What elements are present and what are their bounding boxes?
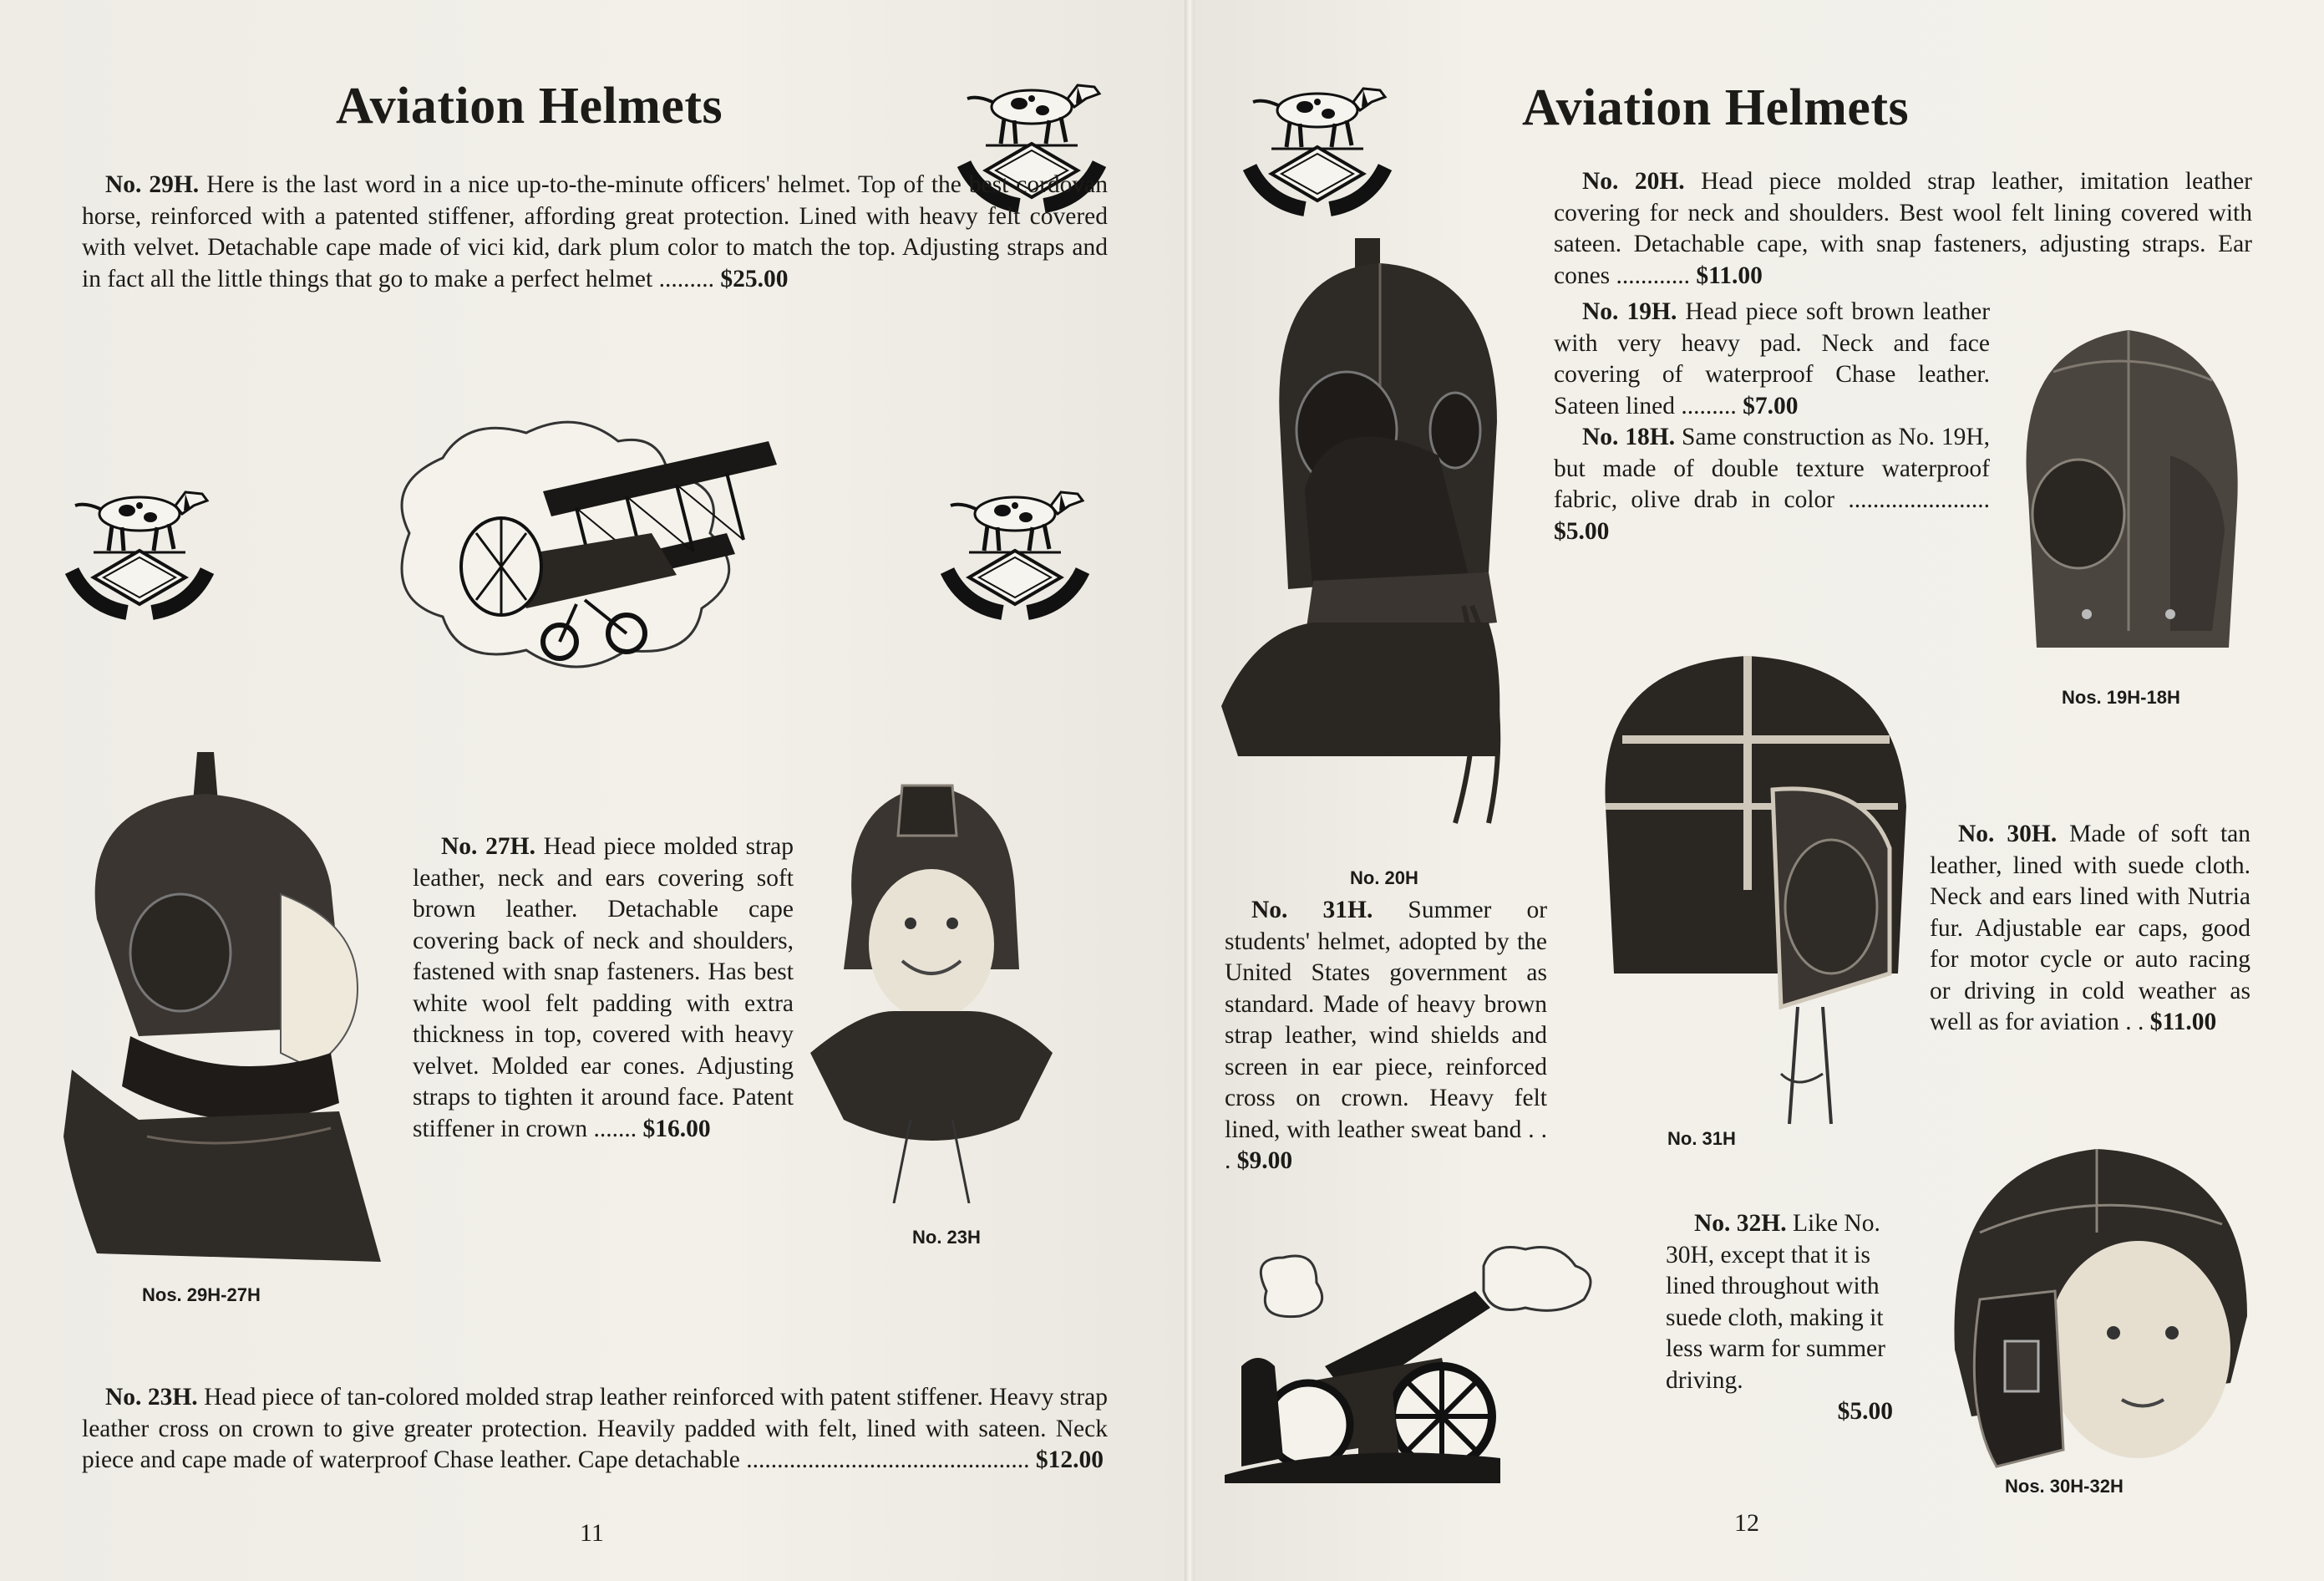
helmet-29h-27h-illustration (63, 752, 389, 1270)
left-page-number: 11 (580, 1519, 604, 1547)
caption-30h-32h: Nos. 30H-32H (2005, 1476, 2124, 1497)
item-32h-number: No. 32H. (1694, 1210, 1787, 1237)
item-29h-description (82, 170, 1108, 295)
caption-31h: No. 31H (1667, 1128, 1736, 1149)
caption-19h-18h: Nos. 19H-18H (2062, 687, 2180, 708)
item-18h-text: Same construction as No. 19H, but made of double texture waterproof fabric, olive drab in color (1554, 424, 1991, 513)
item-19h-description (1554, 297, 1990, 422)
left-page-title: Aviation Helmets (336, 78, 723, 135)
item-19h-price: $7.00 (1743, 392, 1799, 419)
right-page-number: 12 (1734, 1509, 1759, 1537)
item-23h-text: Head piece of tan-colored molded strap leather reinforced with patent stiffener. Heavy strap leather cross on crown to give greater protection. Heavily padded with felt, lined with sateen. Neck piece and cape made of waterproof Chase leather. Cape detachable (82, 1384, 1109, 1473)
item-31h-number: No. 31H. (1251, 897, 1373, 923)
dm-logo-icon (60, 480, 219, 623)
leader-dots: ....................... (1834, 486, 1990, 513)
leader-dots: ......... (652, 265, 714, 292)
item-23h-description (82, 1382, 1108, 1477)
item-27h-description (413, 831, 794, 1145)
item-19h-number: No. 19H. (1582, 298, 1677, 325)
caption-23h: No. 23H (912, 1227, 981, 1248)
item-18h-price: $5.00 (1554, 517, 1610, 545)
item-23h-price: $12.00 (1035, 1446, 1104, 1473)
dm-logo-icon (936, 480, 1094, 623)
page-gutter (1185, 0, 1195, 1581)
leader-dots: . . (2118, 1009, 2144, 1035)
item-27h-text: Head piece molded strap leather, neck and ears covering soft brown leather. Detachable cape covering back of neck and shoulders, fastened with snap fasteners. Has best white wool felt padding with extra thickness in top, covered with heavy velvet. Molded ear cones. Adjusting straps to tighten it around face. Patent stiffener in crown (413, 833, 794, 1142)
biplane-illustration (376, 408, 785, 684)
caption-29h-27h: Nos. 29H-27H (142, 1284, 261, 1305)
leader-dots: ....... (587, 1115, 637, 1142)
caption-20h: No. 20H (1350, 867, 1418, 888)
item-29h-text: Here is the last word in a nice up-to-the-minute officers' helmet. Top of the best cordovan horse, reinforced with a patented stiffener, affording great protection. Lined with heavy felt covered with velvet. Detachable cape made of vici kid, dark plum color to match the top. Adjusting straps and in fact all the little things that go to make a perfect helmet (82, 171, 1109, 292)
item-30h-description (1930, 819, 2250, 1039)
leader-dots: . . . (1225, 1116, 1547, 1174)
item-30h-number: No. 30H. (1958, 821, 2058, 847)
helmet-23h-illustration (810, 769, 1053, 1203)
leader-dots: .............................................. (739, 1446, 1030, 1473)
item-30h-text: Made of soft tan leather, lined with suede cloth. Neck and ears lined with Nutria fur. Adjustable ear caps, good for motor cycle or auto racing or driving in cold weather as well as for aviation (1930, 821, 2251, 1035)
item-19h-text: Head piece soft brown leather with very heavy pad. Neck and face covering of waterproof Chase leather. Sateen lined (1554, 298, 1991, 419)
leader-dots: ......... (1675, 392, 1737, 419)
helmet-31h-illustration (1589, 639, 1915, 1141)
item-20h-price: $11.00 (1696, 262, 1763, 289)
item-32h-text: Like No. 30H, except that it is lined throughout with suede cloth, making it less warm for summer driving. (1666, 1210, 1885, 1394)
item-32h-description (1666, 1208, 1893, 1428)
helmet-19h-18h-illustration (2003, 313, 2254, 664)
leader-dots: ............ (1610, 262, 1691, 289)
right-page-title: Aviation Helmets (1522, 79, 1910, 136)
item-27h-price: $16.00 (642, 1115, 711, 1142)
field-gun-illustration (1225, 1241, 1601, 1483)
item-31h-text: Summer or students' helmet, adopted by the United States government as standard. Made of heavy brown strap leather, wind shields and screen in ear piece, reinforced cross on crown. Heavy felt lined, with leather sweat band (1225, 897, 1548, 1143)
item-30h-price: $11.00 (2149, 1009, 2217, 1035)
item-23h-number: No. 23H. (105, 1384, 198, 1411)
helmet-20h-illustration (1221, 238, 1539, 840)
item-20h-text: Head piece molded strap leather, imitation leather covering for neck and shoulders. Best wool felt lining covered with sateen. Detachable cape, with snap fasteners, adjusting straps. Ear cones (1554, 168, 2252, 289)
item-32h-price: $5.00 (1837, 1398, 1893, 1425)
helmet-30h-32h-illustration (1946, 1132, 2255, 1475)
item-20h-description (1554, 166, 2252, 292)
dm-logo-icon (1238, 77, 1397, 219)
item-18h-description (1554, 422, 1990, 547)
item-20h-number: No. 20H. (1582, 168, 1685, 195)
item-29h-number: No. 29H. (105, 171, 200, 198)
item-27h-number: No. 27H. (441, 833, 535, 860)
item-31h-price: $9.00 (1236, 1147, 1293, 1174)
item-29h-price: $25.00 (720, 265, 789, 292)
item-31h-description (1225, 895, 1547, 1177)
item-18h-number: No. 18H. (1582, 424, 1676, 450)
